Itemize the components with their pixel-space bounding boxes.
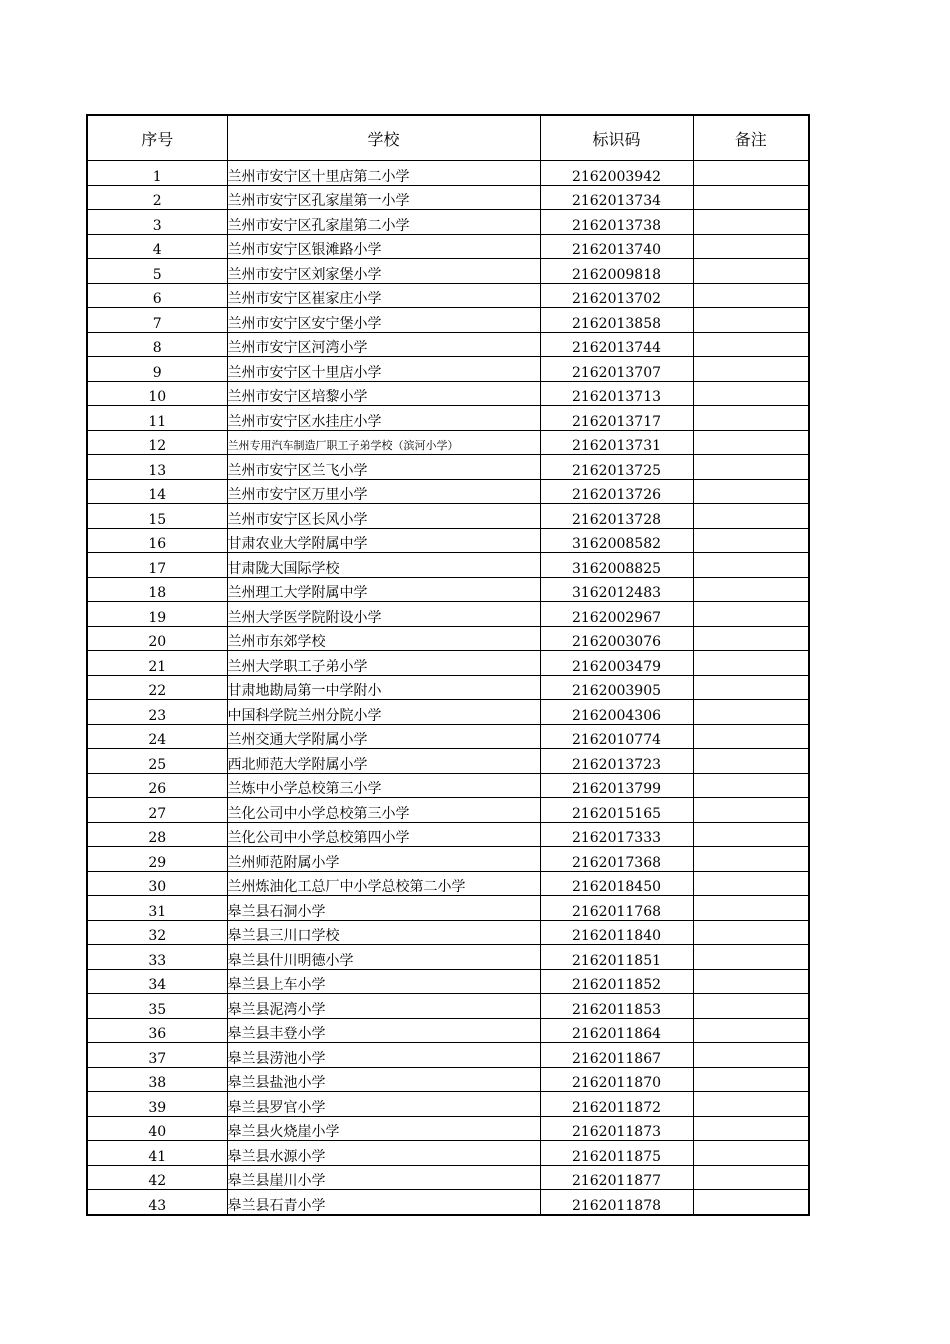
school-name-cell: 兰州大学职工子弟小学 [227, 651, 540, 676]
seq-cell: 1 [87, 161, 227, 186]
school-name-cell: 皋兰县上车小学 [227, 969, 540, 994]
seq-cell: 4 [87, 234, 227, 259]
code-cell: 2162013717 [540, 406, 693, 431]
header-school: 学校 [227, 115, 540, 161]
note-cell [693, 1190, 809, 1215]
code-cell: 2162011864 [540, 1018, 693, 1043]
table-row [87, 283, 809, 308]
note-cell [693, 185, 809, 210]
note-cell [693, 1116, 809, 1141]
code-cell: 3162008582 [540, 528, 693, 553]
school-name-cell: 兰州市安宁区兰飞小学 [227, 455, 540, 480]
seq-cell: 25 [87, 749, 227, 774]
note-cell [693, 675, 809, 700]
seq-cell: 20 [87, 626, 227, 651]
code-cell: 2162013734 [540, 185, 693, 210]
header-code: 标识码 [540, 115, 693, 161]
seq-cell: 12 [87, 430, 227, 455]
school-name-cell: 甘肃农业大学附属中学 [227, 528, 540, 553]
table-row [87, 871, 809, 896]
seq-cell: 13 [87, 455, 227, 480]
code-cell: 2162013707 [540, 357, 693, 382]
table-row [87, 724, 809, 749]
code-cell: 2162011768 [540, 896, 693, 921]
school-name-cell: 兰州市安宁区万里小学 [227, 479, 540, 504]
seq-cell: 36 [87, 1018, 227, 1043]
school-name-cell: 兰炼中小学总校第三小学 [227, 773, 540, 798]
school-name-cell: 兰州理工大学附属中学 [227, 577, 540, 602]
school-name-cell: 皋兰县火烧崖小学 [227, 1116, 540, 1141]
code-cell: 2162002967 [540, 602, 693, 627]
note-cell [693, 871, 809, 896]
school-name-cell: 皋兰县涝池小学 [227, 1043, 540, 1068]
school-name-cell: 兰州市东郊学校 [227, 626, 540, 651]
code-cell: 2162011875 [540, 1141, 693, 1166]
table-row [87, 969, 809, 994]
table-row [87, 773, 809, 798]
code-cell: 2162003479 [540, 651, 693, 676]
school-name-cell: 皋兰县罗官小学 [227, 1092, 540, 1117]
code-cell: 2162018450 [540, 871, 693, 896]
school-name-cell: 皋兰县石青小学 [227, 1190, 540, 1215]
seq-cell: 23 [87, 700, 227, 725]
note-cell [693, 749, 809, 774]
school-name-cell: 兰州市安宁区水挂庄小学 [227, 406, 540, 431]
school-name-cell: 皋兰县崖川小学 [227, 1165, 540, 1190]
table-row [87, 1116, 809, 1141]
note-cell [693, 308, 809, 333]
code-cell: 2162011867 [540, 1043, 693, 1068]
note-cell [693, 259, 809, 284]
code-cell: 2162011851 [540, 945, 693, 970]
seq-cell: 32 [87, 920, 227, 945]
school-name-cell: 甘肃地勘局第一中学附小 [227, 675, 540, 700]
code-cell: 2162013738 [540, 210, 693, 235]
code-cell: 2162013858 [540, 308, 693, 333]
table-row [87, 700, 809, 725]
code-cell: 2162003905 [540, 675, 693, 700]
school-name-cell: 兰州市安宁区培黎小学 [227, 381, 540, 406]
code-cell: 2162013726 [540, 479, 693, 504]
code-cell: 2162004306 [540, 700, 693, 725]
note-cell [693, 1067, 809, 1092]
seq-cell: 29 [87, 847, 227, 872]
seq-cell: 18 [87, 577, 227, 602]
school-name-cell: 兰州炼油化工总厂中小学总校第二小学 [227, 871, 540, 896]
seq-cell: 14 [87, 479, 227, 504]
note-cell [693, 1165, 809, 1190]
table-row [87, 332, 809, 357]
school-name-cell: 兰州市安宁区崔家庄小学 [227, 283, 540, 308]
note-cell [693, 920, 809, 945]
note-cell [693, 847, 809, 872]
table-row [87, 626, 809, 651]
note-cell [693, 969, 809, 994]
code-cell: 2162003942 [540, 161, 693, 186]
note-cell [693, 455, 809, 480]
school-name-cell: 兰州专用汽车制造厂职工子弟学校（滨河小学） [227, 430, 540, 455]
note-cell [693, 406, 809, 431]
note-cell [693, 381, 809, 406]
school-name-cell: 皋兰县三川口学校 [227, 920, 540, 945]
seq-cell: 19 [87, 602, 227, 627]
school-name-cell: 兰州市安宁区孔家崖第一小学 [227, 185, 540, 210]
code-cell: 3162012483 [540, 577, 693, 602]
table-row [87, 945, 809, 970]
seq-cell: 31 [87, 896, 227, 921]
school-name-cell: 兰州交通大学附属小学 [227, 724, 540, 749]
table-row [87, 1067, 809, 1092]
code-cell: 2162013731 [540, 430, 693, 455]
note-cell [693, 798, 809, 823]
school-name-cell: 西北师范大学附属小学 [227, 749, 540, 774]
code-cell: 2162011853 [540, 994, 693, 1019]
table-row [87, 161, 809, 186]
note-cell [693, 577, 809, 602]
note-cell [693, 479, 809, 504]
code-cell: 2162003076 [540, 626, 693, 651]
seq-cell: 11 [87, 406, 227, 431]
note-cell [693, 553, 809, 578]
school-name-cell: 兰州师范附属小学 [227, 847, 540, 872]
school-name-cell: 兰州市安宁区十里店第二小学 [227, 161, 540, 186]
table-row [87, 504, 809, 529]
note-cell [693, 773, 809, 798]
code-cell: 2162013713 [540, 381, 693, 406]
note-cell [693, 161, 809, 186]
school-name-cell: 中国科学院兰州分院小学 [227, 700, 540, 725]
note-cell [693, 626, 809, 651]
table-row [87, 528, 809, 553]
table-row [87, 455, 809, 480]
seq-cell: 5 [87, 259, 227, 284]
note-cell [693, 651, 809, 676]
code-cell: 2162013723 [540, 749, 693, 774]
table-row [87, 381, 809, 406]
table-row [87, 308, 809, 333]
school-name-cell: 兰州市安宁区河湾小学 [227, 332, 540, 357]
code-cell: 3162008825 [540, 553, 693, 578]
header-seq: 序号 [87, 115, 227, 161]
code-cell: 2162011870 [540, 1067, 693, 1092]
table-row [87, 1190, 809, 1215]
note-cell [693, 528, 809, 553]
seq-cell: 30 [87, 871, 227, 896]
code-cell: 2162013744 [540, 332, 693, 357]
school-name-cell: 兰州市安宁区刘家堡小学 [227, 259, 540, 284]
school-name-cell: 兰州市安宁区银滩路小学 [227, 234, 540, 259]
table-row [87, 798, 809, 823]
table-row [87, 822, 809, 847]
seq-cell: 24 [87, 724, 227, 749]
school-name-cell: 皋兰县盐池小学 [227, 1067, 540, 1092]
table-row [87, 1092, 809, 1117]
note-cell [693, 357, 809, 382]
seq-cell: 33 [87, 945, 227, 970]
header-note: 备注 [693, 115, 809, 161]
table-row [87, 749, 809, 774]
note-cell [693, 1043, 809, 1068]
school-name-cell: 兰州市安宁区长风小学 [227, 504, 540, 529]
seq-cell: 34 [87, 969, 227, 994]
table-row [87, 479, 809, 504]
note-cell [693, 234, 809, 259]
seq-cell: 2 [87, 185, 227, 210]
code-cell: 2162013740 [540, 234, 693, 259]
table-row [87, 675, 809, 700]
table-row [87, 1018, 809, 1043]
seq-cell: 26 [87, 773, 227, 798]
code-cell: 2162013728 [540, 504, 693, 529]
note-cell [693, 724, 809, 749]
table-row [87, 577, 809, 602]
note-cell [693, 994, 809, 1019]
table-row [87, 1043, 809, 1068]
table-row [87, 259, 809, 284]
code-cell: 2162013725 [540, 455, 693, 480]
seq-cell: 7 [87, 308, 227, 333]
note-cell [693, 1018, 809, 1043]
header-row [87, 115, 809, 161]
seq-cell: 37 [87, 1043, 227, 1068]
seq-cell: 39 [87, 1092, 227, 1117]
seq-cell: 42 [87, 1165, 227, 1190]
code-cell: 2162013799 [540, 773, 693, 798]
code-cell: 2162013702 [540, 283, 693, 308]
seq-cell: 38 [87, 1067, 227, 1092]
school-name-cell: 皋兰县什川明德小学 [227, 945, 540, 970]
school-name-cell: 兰州大学医学院附设小学 [227, 602, 540, 627]
school-name-cell: 皋兰县泥湾小学 [227, 994, 540, 1019]
code-cell: 2162010774 [540, 724, 693, 749]
table-row [87, 896, 809, 921]
seq-cell: 40 [87, 1116, 227, 1141]
table-row [87, 210, 809, 235]
seq-cell: 8 [87, 332, 227, 357]
table-row [87, 357, 809, 382]
seq-cell: 35 [87, 994, 227, 1019]
code-cell: 2162009818 [540, 259, 693, 284]
table-row [87, 406, 809, 431]
table-row [87, 430, 809, 455]
note-cell [693, 1092, 809, 1117]
seq-cell: 41 [87, 1141, 227, 1166]
school-name-cell: 皋兰县水源小学 [227, 1141, 540, 1166]
table-row [87, 602, 809, 627]
note-cell [693, 602, 809, 627]
seq-cell: 6 [87, 283, 227, 308]
note-cell [693, 332, 809, 357]
code-cell: 2162017368 [540, 847, 693, 872]
note-cell [693, 430, 809, 455]
school-name-cell: 兰化公司中小学总校第三小学 [227, 798, 540, 823]
code-cell: 2162011872 [540, 1092, 693, 1117]
school-name-cell: 兰州市安宁区十里店小学 [227, 357, 540, 382]
code-cell: 2162011877 [540, 1165, 693, 1190]
seq-cell: 22 [87, 675, 227, 700]
table-row [87, 1141, 809, 1166]
table-row [87, 553, 809, 578]
table-row [87, 920, 809, 945]
note-cell [693, 504, 809, 529]
table-row [87, 185, 809, 210]
school-name-cell: 皋兰县丰登小学 [227, 1018, 540, 1043]
code-cell: 2162011878 [540, 1190, 693, 1215]
school-name-cell: 甘肃陇大国际学校 [227, 553, 540, 578]
seq-cell: 16 [87, 528, 227, 553]
table-row [87, 847, 809, 872]
school-name-cell: 兰化公司中小学总校第四小学 [227, 822, 540, 847]
seq-cell: 43 [87, 1190, 227, 1215]
code-cell: 2162011873 [540, 1116, 693, 1141]
seq-cell: 21 [87, 651, 227, 676]
school-name-cell: 兰州市安宁区安宁堡小学 [227, 308, 540, 333]
seq-cell: 28 [87, 822, 227, 847]
code-cell: 2162011852 [540, 969, 693, 994]
note-cell [693, 283, 809, 308]
table-row [87, 651, 809, 676]
note-cell [693, 945, 809, 970]
note-cell [693, 700, 809, 725]
table-row [87, 994, 809, 1019]
seq-cell: 27 [87, 798, 227, 823]
table-body [87, 161, 809, 1215]
seq-cell: 3 [87, 210, 227, 235]
note-cell [693, 822, 809, 847]
code-cell: 2162015165 [540, 798, 693, 823]
seq-cell: 9 [87, 357, 227, 382]
school-table [86, 114, 810, 1216]
note-cell [693, 896, 809, 921]
seq-cell: 17 [87, 553, 227, 578]
seq-cell: 15 [87, 504, 227, 529]
school-name-cell: 皋兰县石洞小学 [227, 896, 540, 921]
note-cell [693, 1141, 809, 1166]
seq-cell: 10 [87, 381, 227, 406]
note-cell [693, 210, 809, 235]
code-cell: 2162017333 [540, 822, 693, 847]
table-row [87, 234, 809, 259]
table-row [87, 1165, 809, 1190]
school-name-cell: 兰州市安宁区孔家崖第二小学 [227, 210, 540, 235]
code-cell: 2162011840 [540, 920, 693, 945]
